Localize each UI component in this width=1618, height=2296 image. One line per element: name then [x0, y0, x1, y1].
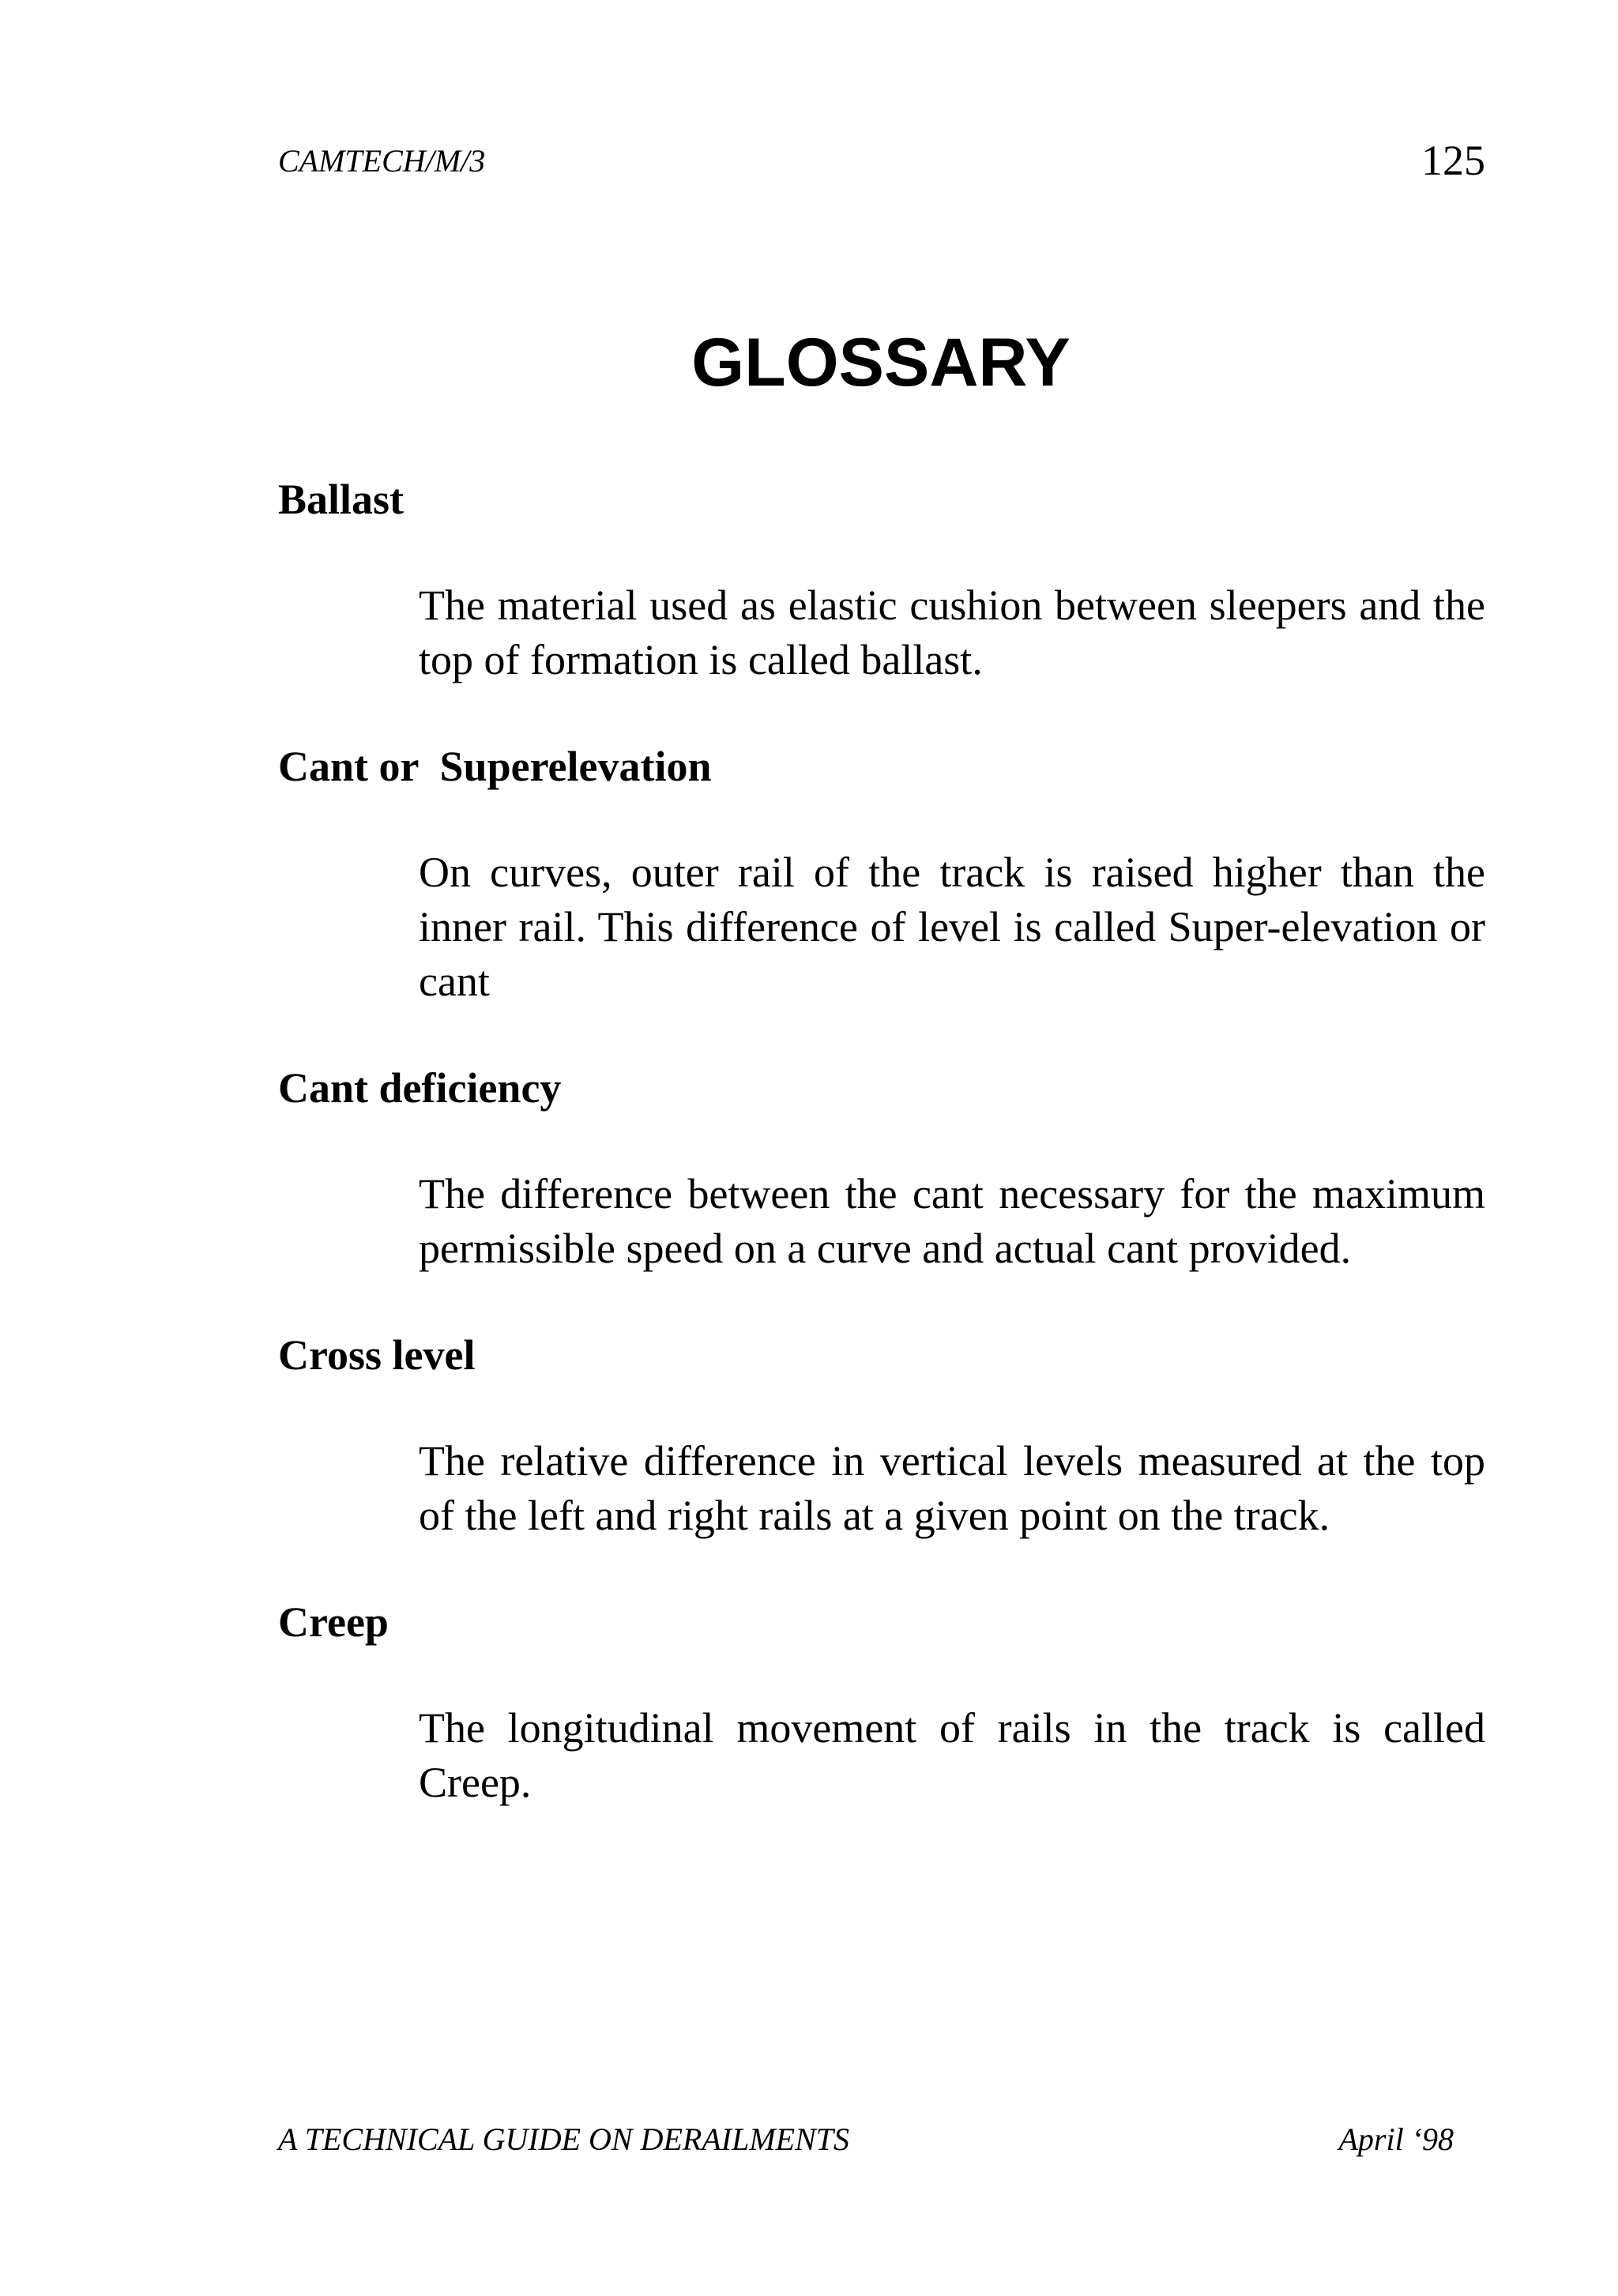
glossary-term: Cross level: [278, 1331, 476, 1379]
page-title: GLOSSARY: [691, 325, 1071, 401]
header-document-code: CAMTECH/M/3: [278, 143, 486, 179]
glossary-definition: On curves, outer rail of the track is raised higher than the inner rail. This difference of level is called Super-elevation or cant: [419, 849, 1485, 1005]
glossary-term: Cant deficiency: [278, 1064, 562, 1112]
glossary-term: Creep: [278, 1598, 389, 1646]
glossary-term: Cant or Superelevation: [278, 743, 712, 790]
glossary-entry-ballast: [278, 472, 1485, 687]
page-number: 125: [1421, 137, 1485, 184]
glossary-entries: [278, 472, 1485, 1810]
glossary-entry-cant-deficiency: [278, 1061, 1485, 1276]
glossary-entry-creep: [278, 1595, 1485, 1810]
footer-document-title: A TECHNICAL GUIDE ON DERAILMENTS: [278, 2121, 850, 2157]
glossary-entry-cant-or-superelevation: [278, 740, 1485, 1009]
glossary-definition: The longitudinal movement of rails in the track is called Creep.: [419, 1704, 1485, 1806]
glossary-definition: The material used as elastic cushion between sleepers and the top of formation is called ballast.: [419, 582, 1485, 683]
footer-date: April ‘98: [1338, 2121, 1454, 2157]
glossary-entry-cross-level: [278, 1328, 1485, 1543]
glossary-definition: The relative difference in vertical levels measured at the top of the left and right rails at a given point on the track.: [419, 1437, 1485, 1539]
glossary-definition: The difference between the cant necessary for the maximum permissible speed on a curve and actual cant provided.: [419, 1170, 1485, 1272]
glossary-term: Ballast: [278, 476, 404, 523]
